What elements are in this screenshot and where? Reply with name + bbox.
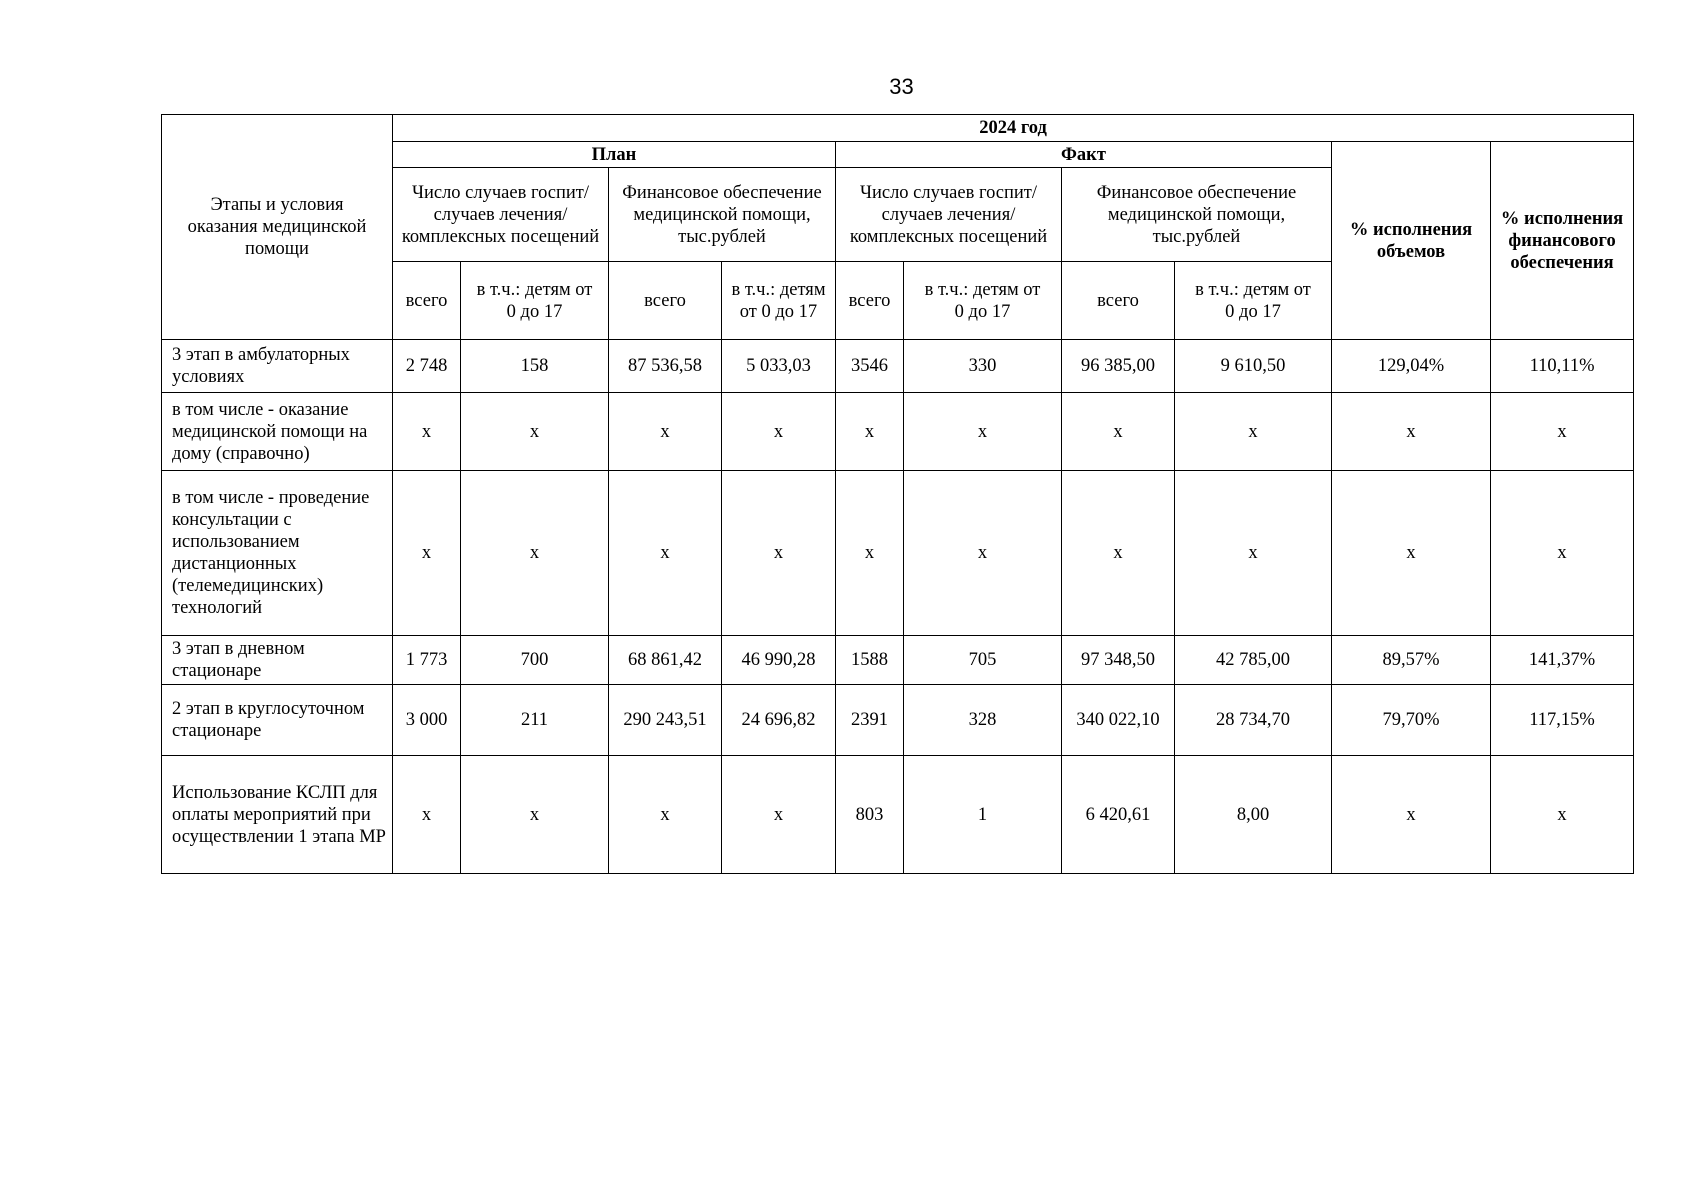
cell: х	[722, 471, 836, 636]
cell: 42 785,00	[1175, 636, 1332, 685]
header-plan: План	[393, 142, 836, 168]
cell: 330	[904, 340, 1062, 393]
report-table	[161, 114, 1634, 874]
header-fact-finance: Финансовое обеспечение медицинской помощи, тыс.рублей	[1062, 168, 1332, 262]
cell: 290 243,51	[609, 685, 722, 756]
row-stage: в том числе - оказание медицинской помощи на дому (справочно)	[162, 393, 393, 471]
cell: 87 536,58	[609, 340, 722, 393]
table-row	[162, 471, 1634, 636]
row-stage: 3 этап в амбулаторных условиях	[162, 340, 393, 393]
cell: 328	[904, 685, 1062, 756]
cell: х	[609, 756, 722, 874]
cell: 129,04%	[1332, 340, 1491, 393]
table-row	[162, 393, 1634, 471]
cell: 9 610,50	[1175, 340, 1332, 393]
cell: 5 033,03	[722, 340, 836, 393]
cell: х	[1491, 393, 1634, 471]
row-stage: 3 этап в дневном стационаре	[162, 636, 393, 685]
cell: 8,00	[1175, 756, 1332, 874]
cell: 6 420,61	[1062, 756, 1175, 874]
header-stage-column: Этапы и условия оказания медицинской помощи	[162, 115, 393, 340]
header-fact: Факт	[836, 142, 1332, 168]
cell: 97 348,50	[1062, 636, 1175, 685]
header-volume-pct: % исполнения объемов	[1332, 142, 1491, 340]
cell: х	[836, 471, 904, 636]
cell: 3546	[836, 340, 904, 393]
cell: х	[461, 756, 609, 874]
cell: х	[1175, 471, 1332, 636]
cell: 158	[461, 340, 609, 393]
cell: х	[461, 393, 609, 471]
cell: х	[1491, 471, 1634, 636]
header-finance-pct: % исполнения финансового обеспечения	[1491, 142, 1634, 340]
cell: 96 385,00	[1062, 340, 1175, 393]
cell: 3 000	[393, 685, 461, 756]
cell: 1	[904, 756, 1062, 874]
cell: 46 990,28	[722, 636, 836, 685]
cell: х	[609, 393, 722, 471]
cell: 211	[461, 685, 609, 756]
cell: х	[1062, 393, 1175, 471]
cell: 28 734,70	[1175, 685, 1332, 756]
header-fact-cases-total: всего	[836, 262, 904, 340]
cell: х	[1491, 756, 1634, 874]
cell: 79,70%	[1332, 685, 1491, 756]
table-row	[162, 756, 1634, 874]
header-plan-finance: Финансовое обеспечение медицинской помощи, тыс.рублей	[609, 168, 836, 262]
cell: 24 696,82	[722, 685, 836, 756]
table-row	[162, 340, 1634, 393]
row-stage: Использование КСЛП для оплаты мероприятий при осуществлении 1 этапа МР	[162, 756, 393, 874]
cell: х	[722, 756, 836, 874]
row-stage: в том числе - проведение консультации с использованием дистанционных (телемедицинских) технологий	[162, 471, 393, 636]
cell: х	[393, 393, 461, 471]
cell: 2391	[836, 685, 904, 756]
cell: х	[904, 393, 1062, 471]
header-fact-cases: Число случаев госпит/случаев лечения/комплексных посещений	[836, 168, 1062, 262]
cell: 340 022,10	[1062, 685, 1175, 756]
header-fact-finance-total: всего	[1062, 262, 1175, 340]
table-row	[162, 636, 1634, 685]
cell: 1 773	[393, 636, 461, 685]
cell: х	[904, 471, 1062, 636]
header-plan-cases-total: всего	[393, 262, 461, 340]
cell: х	[393, 756, 461, 874]
header-year: 2024 год	[393, 115, 1634, 142]
header-plan-cases: Число случаев госпит/случаев лечения/комплексных посещений	[393, 168, 609, 262]
cell: х	[722, 393, 836, 471]
cell: 1588	[836, 636, 904, 685]
cell: х	[1332, 756, 1491, 874]
header-fact-cases-children: в т.ч.: детям от 0 до 17	[904, 262, 1062, 340]
cell: 705	[904, 636, 1062, 685]
table-row	[162, 685, 1634, 756]
cell: х	[1062, 471, 1175, 636]
cell: 117,15%	[1491, 685, 1634, 756]
header-plan-cases-children: в т.ч.: детям от 0 до 17	[461, 262, 609, 340]
header-plan-finance-total: всего	[609, 262, 722, 340]
cell: х	[1332, 393, 1491, 471]
page-number: 33	[889, 74, 914, 99]
cell: х	[1332, 471, 1491, 636]
cell: 2 748	[393, 340, 461, 393]
header-fact-finance-children: в т.ч.: детям от 0 до 17	[1175, 262, 1332, 340]
cell: х	[836, 393, 904, 471]
header-row-year	[162, 115, 1634, 142]
cell: 110,11%	[1491, 340, 1634, 393]
cell: х	[1175, 393, 1332, 471]
cell: 700	[461, 636, 609, 685]
cell: 89,57%	[1332, 636, 1491, 685]
cell: 68 861,42	[609, 636, 722, 685]
cell: х	[609, 471, 722, 636]
row-stage: 2 этап в круглосуточном стационаре	[162, 685, 393, 756]
cell: х	[393, 471, 461, 636]
cell: 141,37%	[1491, 636, 1634, 685]
header-plan-finance-children: в т.ч.: детям от 0 до 17	[722, 262, 836, 340]
cell: х	[461, 471, 609, 636]
cell: 803	[836, 756, 904, 874]
